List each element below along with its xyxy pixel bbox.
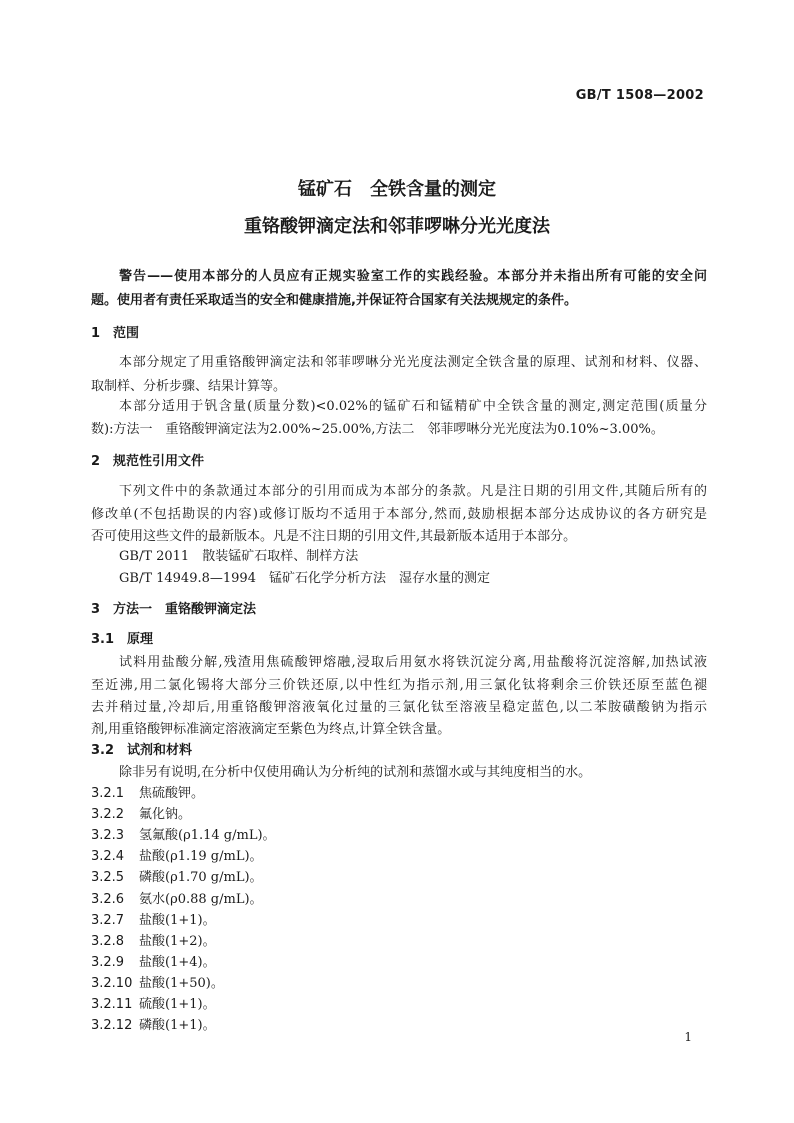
paragraph-line: 本部分规定了用重铬酸钾滴定法和邻菲啰啉分光光度法测定全铁含量的原理、试剂和材料、仪器、 <box>119 355 707 370</box>
standard-code: GB/T 1508—2002 <box>575 88 704 103</box>
reagent-item-number: 3.2.11 <box>91 997 133 1012</box>
reagent-item-text: 盐酸(ρ1.19 g/mL)。 <box>139 849 263 865</box>
reagent-item-number: 3.2.12 <box>91 1018 133 1034</box>
paragraph-line: 至近沸,用二氯化锡将大部分三价铁还原,以中性红为指示剂,用三氯化钛将剩余三价铁还原至蓝色褪 <box>91 678 707 693</box>
document-title: 锰矿石 全铁含量的测定 <box>298 179 496 200</box>
reagent-item-text: 氟化钠。 <box>139 807 192 823</box>
subsection-heading: 3.2 试剂和材料 <box>91 743 193 758</box>
reagent-item <box>91 909 216 928</box>
reagent-item <box>91 845 263 864</box>
paragraph-line: 去并稍过量,冷却后,用重铬酸钾溶液氧化过量的三氯化钛至溶液呈稳定蓝色,以二苯胺磺酸钠为指示 <box>91 700 707 715</box>
reagent-item-text: 氢氟酸(ρ1.14 g/mL)。 <box>139 828 276 844</box>
section-heading: 2 规范性引用文件 <box>91 454 205 469</box>
reagent-item-number: 3.2.8 <box>91 933 125 949</box>
warning-line: 题。使用者有责任采取适当的安全和健康措施,并保证符合国家有关法规规定的条件。 <box>91 293 577 308</box>
reagent-item <box>91 972 224 991</box>
reagent-item-text: 焦硫酸钾。 <box>139 786 205 801</box>
reagent-item-text: 盐酸(1+1)。 <box>139 912 216 928</box>
paragraph-line: 下列文件中的条款通过本部分的引用而成为本部分的条款。凡是注日期的引用文件,其随后所有的 <box>119 484 707 499</box>
reagent-item <box>91 993 216 1012</box>
reagent-item-text: 硫酸(1+1)。 <box>139 997 216 1012</box>
paragraph-line: 试料用盐酸分解,残渣用焦硫酸钾熔融,浸取后用氨水将铁沉淀分离,用盐酸将沉淀溶解,加热试液 <box>119 655 707 670</box>
reagent-item-number: 3.2.7 <box>91 912 125 928</box>
reagent-item <box>91 888 263 907</box>
reagent-item-number: 3.2.6 <box>91 891 125 907</box>
reagent-item-text: 盐酸(1+50)。 <box>139 975 224 991</box>
paragraph-line: 本部分适用于钒含量(质量分数)<0.02%的锰矿石和锰精矿中全铁含量的测定,测定范围(质量分 <box>119 399 707 414</box>
reagent-item-text: 氨水(ρ0.88 g/mL)。 <box>139 891 263 907</box>
reagent-item-number: 3.2.4 <box>91 849 125 865</box>
reagent-item-text: 盐酸(1+2)。 <box>139 933 216 949</box>
paragraph-line: 除非另有说明,在分析中仅使用确认为分析纯的试剂和蒸馏水或与其纯度相当的水。 <box>119 765 592 780</box>
document-subtitle: 重铬酸钾滴定法和邻菲啰啉分光光度法 <box>244 216 550 237</box>
paragraph-line: 剂,用重铬酸钾标准滴定溶液滴定至紫色为终点,计算全铁含量。 <box>91 722 451 737</box>
reference-item: GB/T 2011 散装锰矿石取样、制样方法 <box>119 549 359 564</box>
subsection-heading: 3.1 原理 <box>91 632 154 647</box>
paragraph-line: 取制样、分析步骤、结果计算等。 <box>91 379 287 394</box>
section-heading: 1 范围 <box>91 326 140 341</box>
reagent-item-text: 盐酸(1+4)。 <box>139 954 216 970</box>
reagent-item-number: 3.2.2 <box>91 807 125 823</box>
reagent-item-text: 磷酸(ρ1.70 g/mL)。 <box>139 870 263 886</box>
paragraph-line: 否可使用这些文件的最新版本。凡是不注日期的引用文件,其最新版本适用于本部分。 <box>91 529 577 544</box>
reagent-item <box>91 930 216 949</box>
reagent-item <box>91 824 276 843</box>
reagent-item <box>91 1014 216 1033</box>
reagent-item-number: 3.2.5 <box>91 870 125 886</box>
reagent-item <box>91 803 191 822</box>
reagent-item-number: 3.2.3 <box>91 828 125 844</box>
reagent-item <box>91 866 263 885</box>
page-number: 1 <box>684 1030 692 1044</box>
paragraph-line: 修改单(不包括勘误的内容)或修订版均不适用于本部分,然而,鼓励根据本部分达成协议的各方研究是 <box>91 507 707 522</box>
reagent-item-number: 3.2.1 <box>91 786 125 801</box>
reagent-item-number: 3.2.9 <box>91 954 125 970</box>
reagent-item-text: 磷酸(1+1)。 <box>139 1018 216 1034</box>
reagent-item <box>91 951 216 970</box>
paragraph-line: 数):方法一 重铬酸钾滴定法为2.00%~25.00%,方法二 邻菲啰啉分光光度法为0.10%~3.00%。 <box>91 422 664 437</box>
reagent-item-number: 3.2.10 <box>91 975 133 991</box>
reagent-item <box>91 782 204 801</box>
section-heading: 3 方法一 重铬酸钾滴定法 <box>91 602 257 617</box>
reference-item: GB/T 14949.8—1994 锰矿石化学分析方法 湿存水量的测定 <box>119 571 490 586</box>
warning-line: 警告——使用本部分的人员应有正规实验室工作的实践经验。本部分并未指出所有可能的安全问 <box>119 269 707 284</box>
